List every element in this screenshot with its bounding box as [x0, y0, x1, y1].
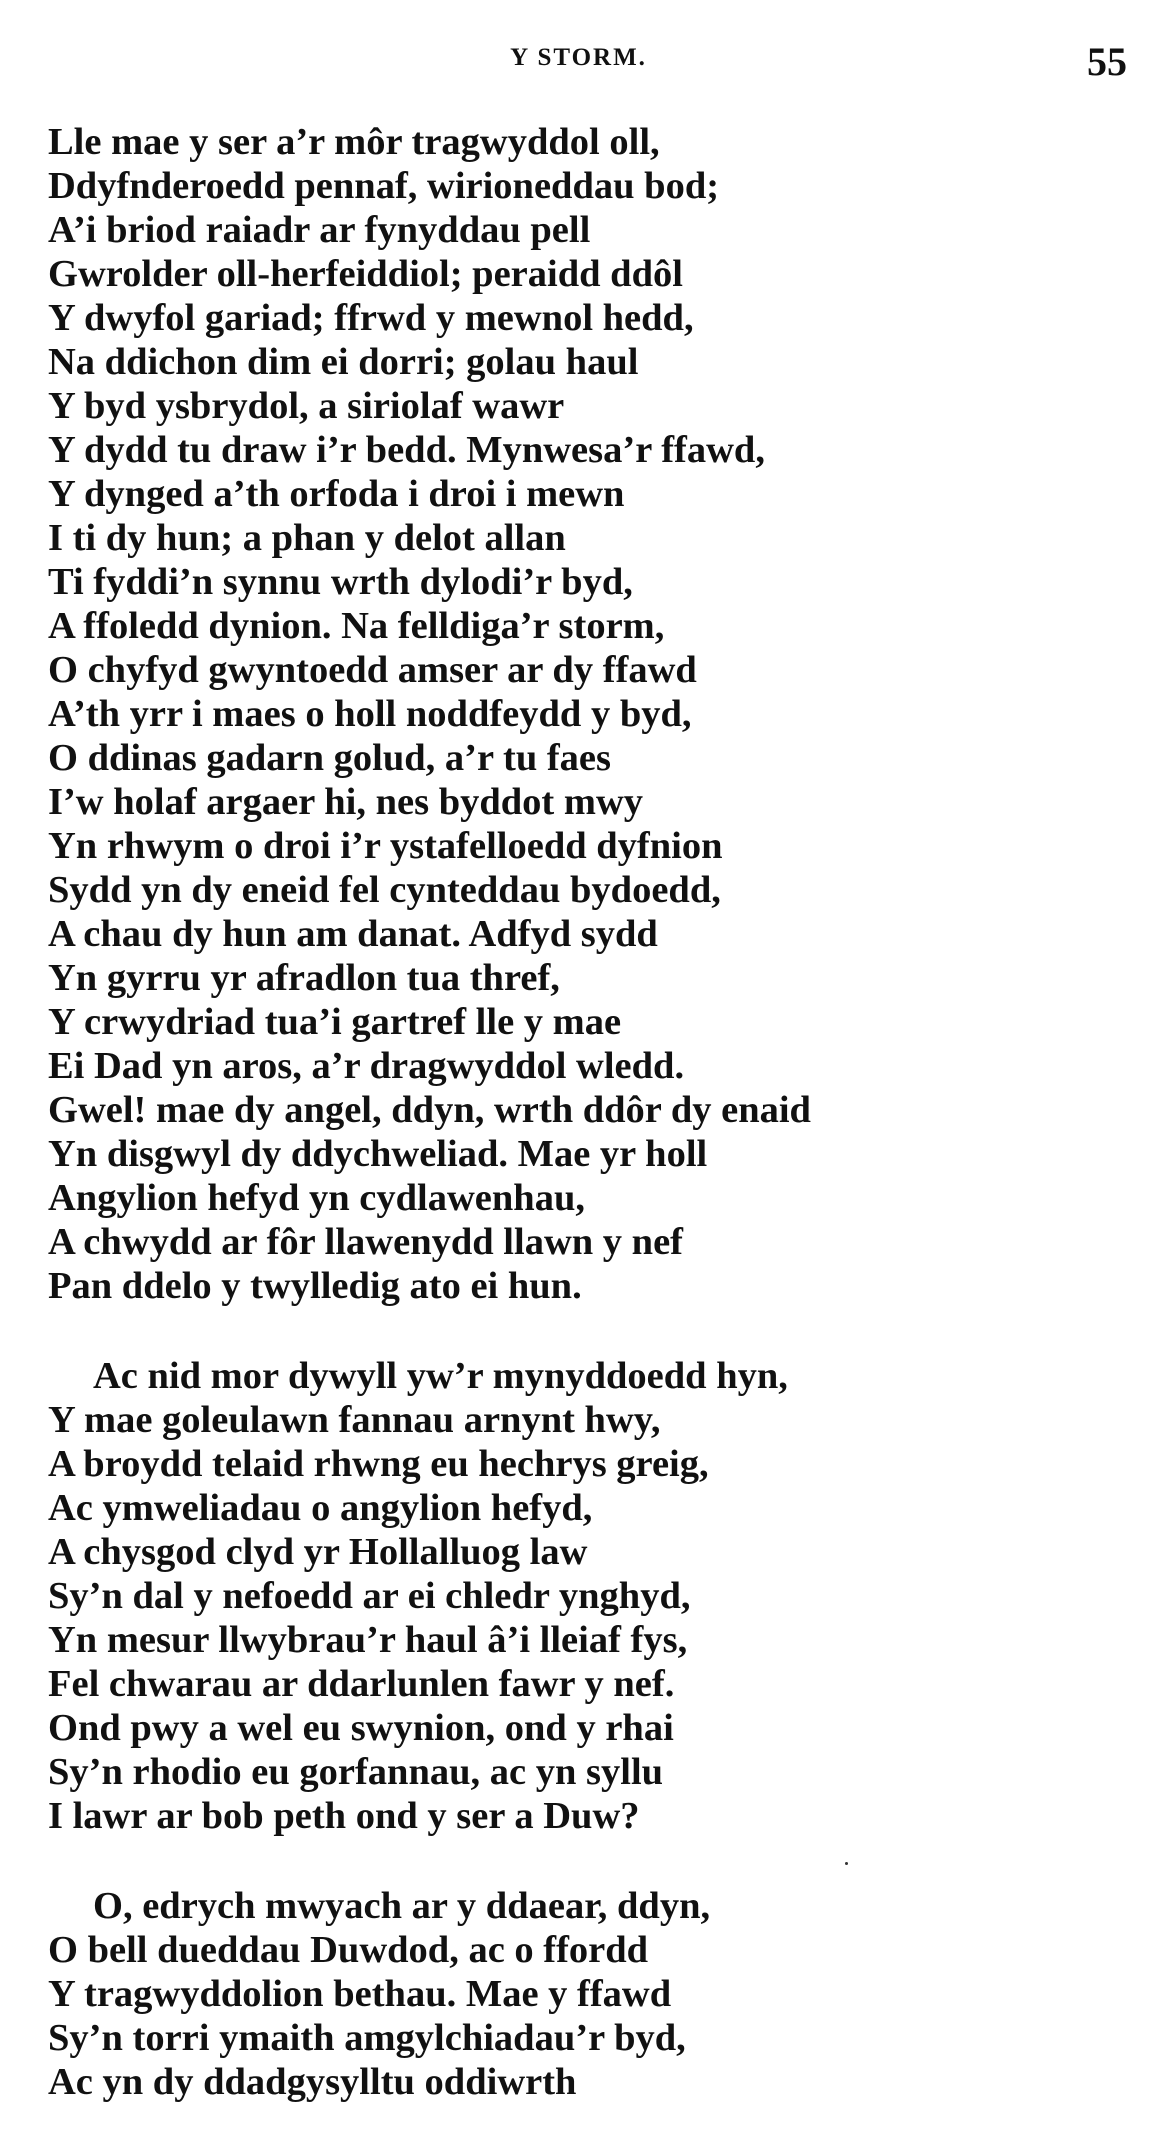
- poem-line: Na ddichon dim ei dorri; golau haul: [48, 341, 639, 383]
- stanza: [48, 1884, 1128, 2104]
- poem-line: Gwel! mae dy angel, ddyn, wrth ddôr dy enaid: [48, 1089, 811, 1131]
- running-head: [0, 38, 1157, 84]
- poem-line: Pan ddelo y twylledig ato ei hun.: [48, 1265, 582, 1307]
- poem-line: Ond pwy a wel eu swynion, ond y rhai: [48, 1707, 674, 1749]
- poem-line: Angylion hefyd yn cydlawenhau,: [48, 1177, 585, 1219]
- poem-line: O, edrych mwyach ar y ddaear, ddyn,: [93, 1885, 711, 1927]
- poem-line: Y dydd tu draw i’r bedd. Mynwesa’r ffawd,: [48, 429, 765, 471]
- poem-line: Ddyfnderoedd pennaf, wirioneddau bod;: [48, 165, 720, 207]
- poem-line: O ddinas gadarn golud, a’r tu faes: [48, 737, 612, 779]
- stanza: [48, 120, 1128, 1308]
- poem-line: I lawr ar bob peth ond y ser a Duw?: [48, 1795, 640, 1837]
- poem-line: O bell dueddau Duwdod, ac o ffordd: [48, 1929, 649, 1971]
- poem-line: A ffoledd dynion. Na felldiga’r storm,: [48, 605, 665, 647]
- poem-line: A chau dy hun am danat. Adfyd sydd: [48, 913, 658, 955]
- poem-line: A broydd telaid rhwng eu hechrys greig,: [48, 1443, 709, 1485]
- page-number: 55: [1087, 39, 1127, 84]
- poem-line: Ti fyddi’n synnu wrth dylodi’r byd,: [48, 561, 633, 603]
- poem-line: A’th yrr i maes o holl noddfeydd y byd,: [48, 693, 692, 735]
- poem-line: Yn rhwym o droi i’r ystafelloedd dyfnion: [48, 825, 723, 867]
- poem-line: Y tragwyddolion bethau. Mae y ffawd: [48, 1973, 672, 2015]
- poem-line: Sy’n rhodio eu gorfannau, ac yn syllu: [48, 1751, 664, 1793]
- poem-line: I ti dy hun; a phan y delot allan: [48, 517, 566, 559]
- poem-line: Y dwyfol gariad; ffrwd y mewnol hedd,: [48, 297, 694, 339]
- poem-line: Gwrolder oll-herfeiddiol; peraidd ddôl: [48, 253, 683, 295]
- poem-line: A chysgod clyd yr Hollalluog law: [48, 1531, 588, 1573]
- poem-line: Sy’n torri ymaith amgylchiadau’r byd,: [48, 2017, 686, 2059]
- poem-line: Ac yn dy ddadgysylltu oddiwrth: [48, 2061, 577, 2103]
- stanza: [48, 1354, 1128, 1838]
- poem-line: Y dynged a’th orfoda i droi i mewn: [48, 473, 625, 515]
- poem-line: A chwydd ar fôr llawenydd llawn y nef: [48, 1221, 683, 1263]
- poem-line: Sy’n dal y nefoedd ar ei chledr ynghyd,: [48, 1575, 691, 1617]
- poem-line: O chyfyd gwyntoedd amser ar dy ffawd: [48, 649, 697, 691]
- poem-line: Sydd yn dy eneid fel cynteddau bydoedd,: [48, 869, 721, 911]
- poem-line: Yn gyrru yr afradlon tua thref,: [48, 957, 560, 999]
- poem-line: Ac ymweliadau o angylion hefyd,: [48, 1487, 593, 1529]
- print-speck: [845, 1862, 848, 1865]
- poem-line: Yn disgwyl dy ddychweliad. Mae yr holl: [48, 1133, 708, 1175]
- poem-line: Y mae goleulawn fannau arnynt hwy,: [48, 1399, 661, 1441]
- poem-line: A’i briod raiadr ar fynyddau pell: [48, 209, 591, 251]
- poem-line: Y byd ysbrydol, a siriolaf wawr: [48, 385, 565, 427]
- poem-line: Lle mae y ser a’r môr tragwyddol oll,: [48, 121, 660, 163]
- poem-line: I’w holaf argaer hi, nes byddot mwy: [48, 781, 644, 823]
- poem-line: Ei Dad yn aros, a’r dragwyddol wledd.: [48, 1045, 685, 1087]
- poem-line: Y crwydriad tua’i gartref lle y mae: [48, 1001, 622, 1043]
- poem-line: Ac nid mor dywyll yw’r mynyddoedd hyn,: [93, 1355, 788, 1397]
- poem-line: Fel chwarau ar ddarlunlen fawr y nef.: [48, 1663, 675, 1705]
- poem-line: Yn mesur llwybrau’r haul â’i lleiaf fys,: [48, 1619, 688, 1661]
- poem-body: [48, 120, 1128, 2150]
- running-title: Y STORM.: [510, 44, 647, 71]
